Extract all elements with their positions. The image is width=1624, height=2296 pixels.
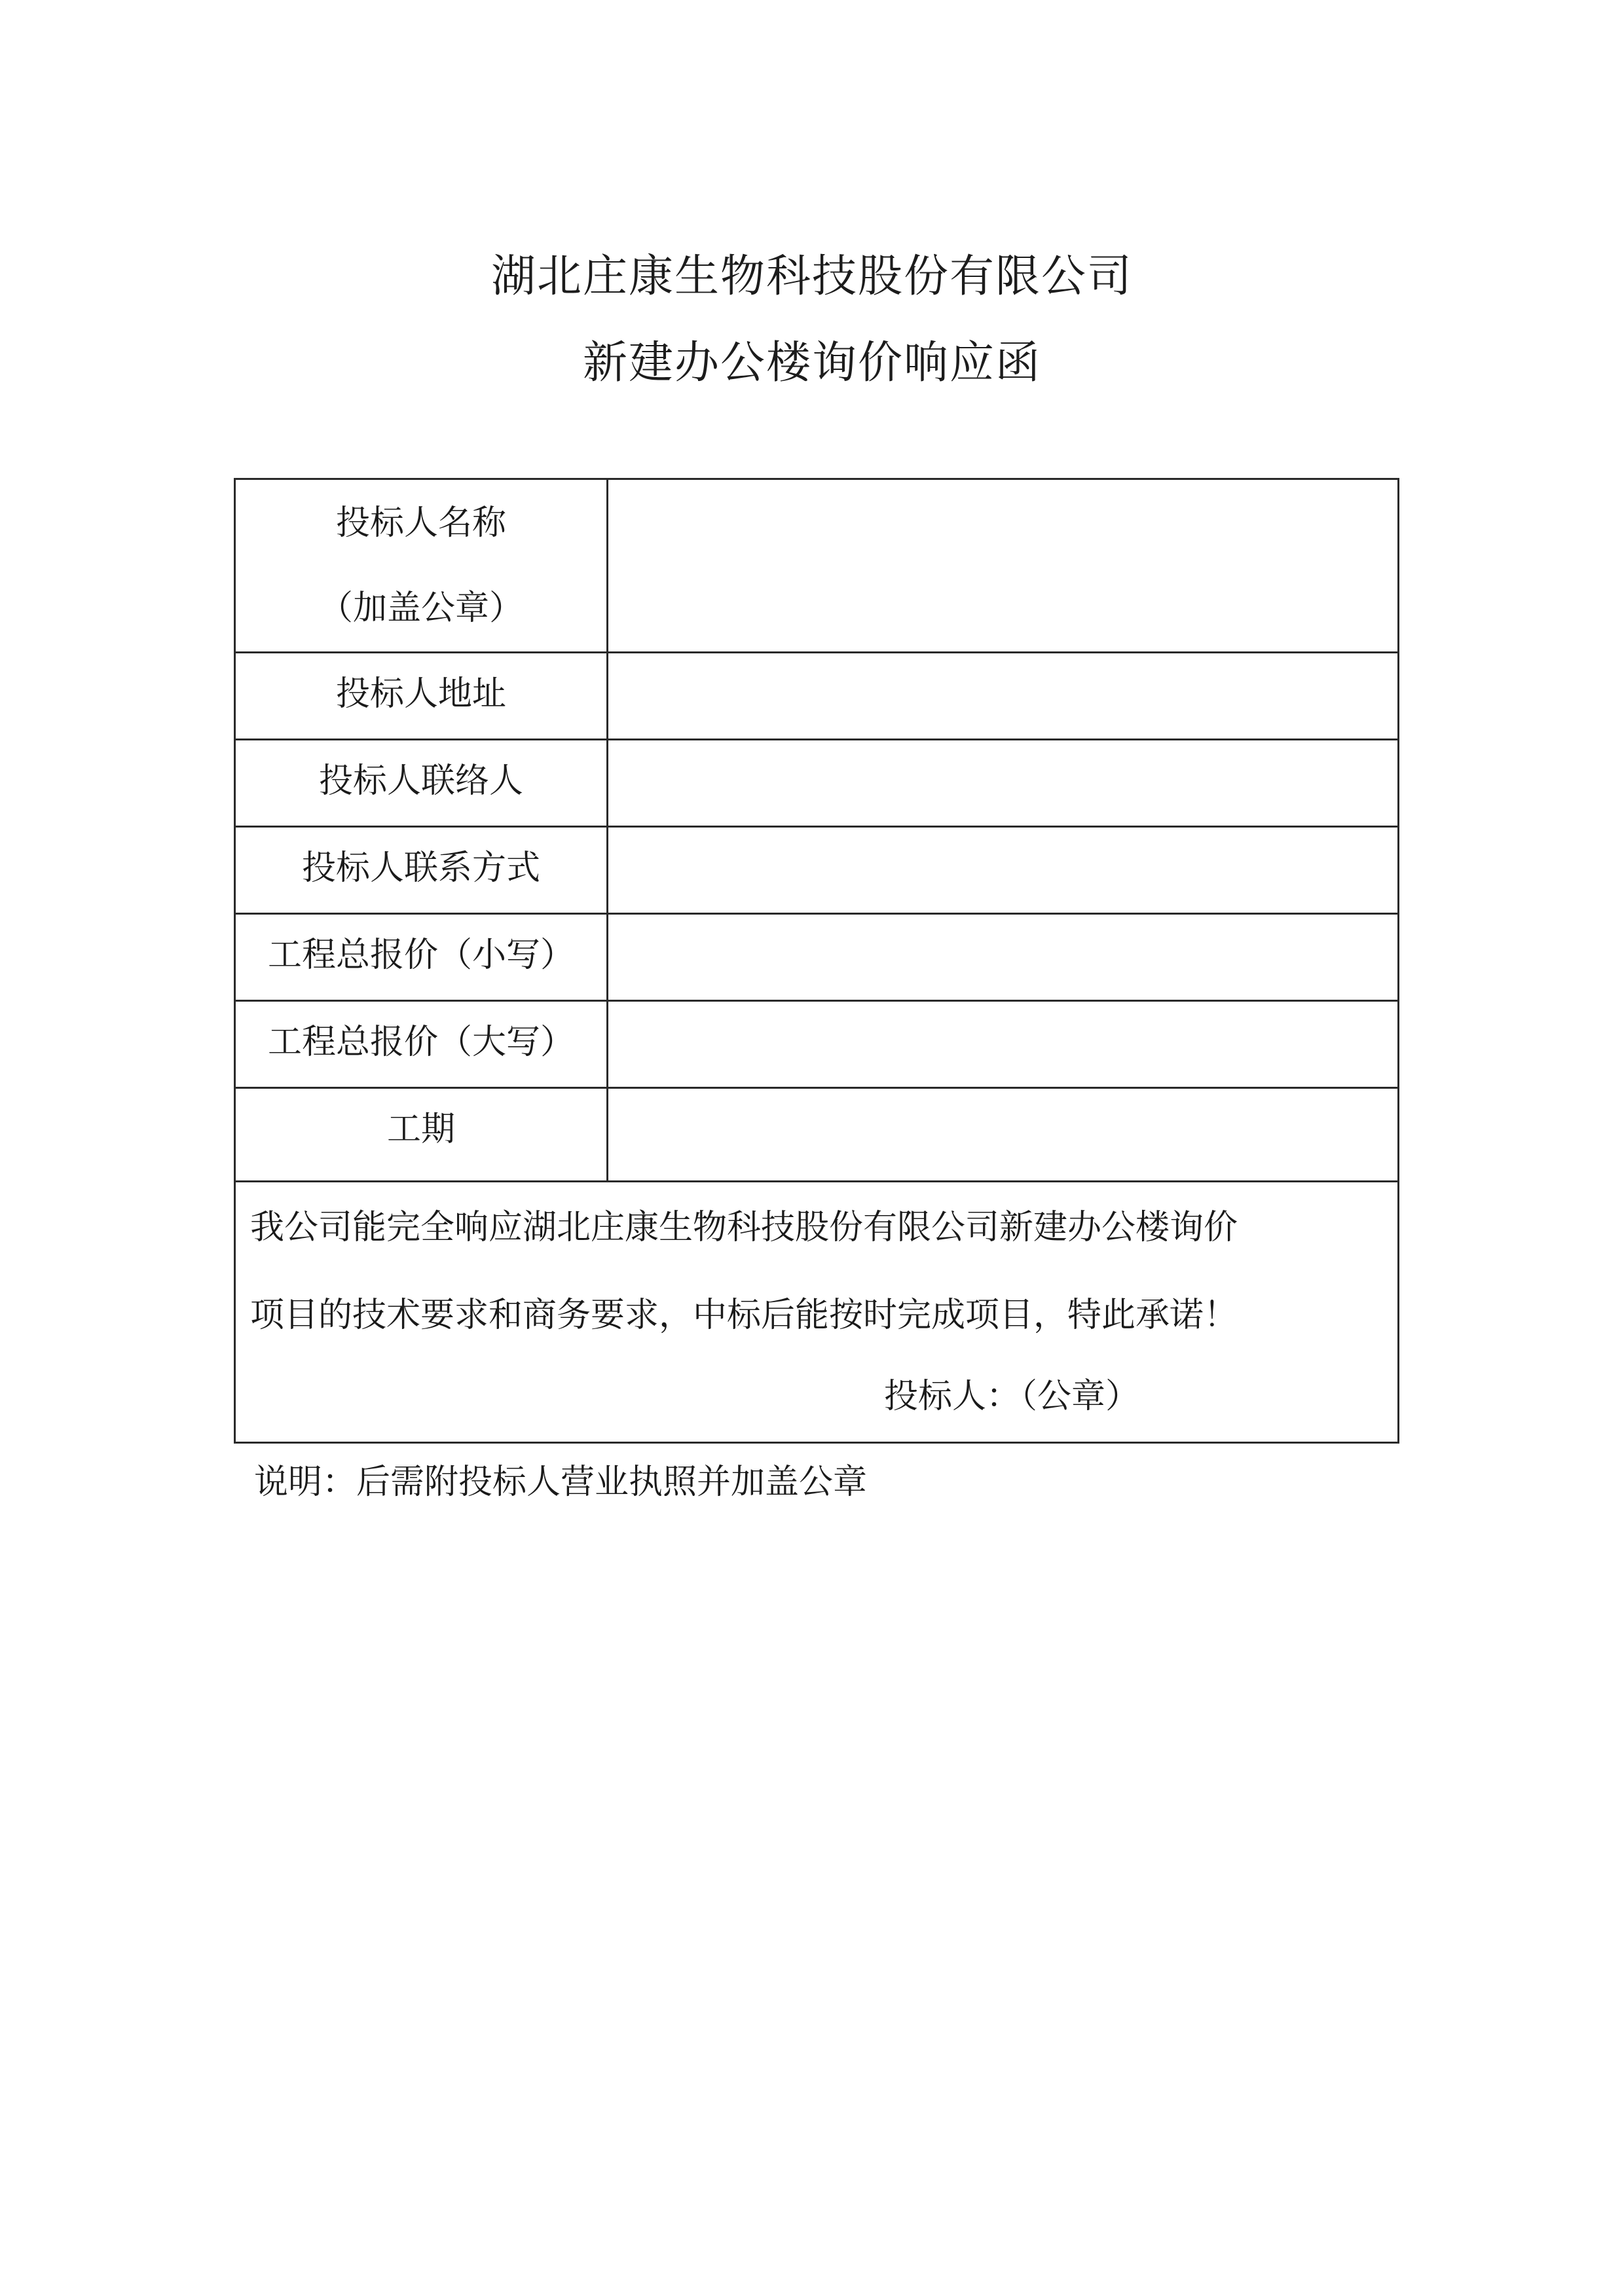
row-divider bbox=[236, 913, 1397, 915]
commitment-statement-line1: 我公司能完全响应湖北庄康生物科技股份有限公司新建办公楼询价 bbox=[250, 1208, 1238, 1247]
construction-period-label: 工期 bbox=[386, 1110, 455, 1149]
attachment-note: 说明：后需附投标人营业执照并加盖公章 bbox=[254, 1463, 868, 1502]
bidder-name-seal-label: （加盖公章） bbox=[318, 589, 523, 628]
row-divider bbox=[236, 1087, 1397, 1089]
total-price-numeric-field[interactable] bbox=[609, 928, 1397, 1000]
total-price-numeric-label: 工程总报价（小写） bbox=[267, 936, 574, 975]
bidder-contact-field[interactable] bbox=[609, 755, 1397, 827]
row-divider bbox=[236, 1000, 1397, 1002]
bidder-seal-signature: 投标人：（公章） bbox=[884, 1377, 1140, 1416]
column-divider bbox=[606, 480, 608, 1180]
construction-period-field[interactable] bbox=[609, 1102, 1397, 1175]
bidder-name-label: 投标人名称 bbox=[335, 503, 506, 543]
bidder-address-label: 投标人地址 bbox=[335, 674, 506, 714]
total-price-capital-field[interactable] bbox=[609, 1015, 1397, 1087]
document-title-line1: 湖北庄康生物科技股份有限公司 bbox=[490, 251, 1133, 302]
response-form-table bbox=[234, 478, 1399, 1444]
total-price-capital-label: 工程总报价（大写） bbox=[267, 1023, 574, 1062]
bidder-phone-label: 投标人联系方式 bbox=[301, 848, 540, 888]
commitment-statement-line2: 项目的技术要求和商务要求，中标后能按时完成项目，特此承诺！ bbox=[250, 1296, 1238, 1335]
document-title-line2: 新建办公楼询价响应函 bbox=[582, 337, 1041, 389]
row-divider bbox=[236, 651, 1397, 653]
row-divider bbox=[236, 1180, 1397, 1182]
bidder-name-field[interactable] bbox=[609, 493, 1397, 640]
bidder-address-field[interactable] bbox=[609, 670, 1397, 742]
bidder-phone-field[interactable] bbox=[609, 841, 1397, 913]
bidder-contact-label: 投标人联络人 bbox=[318, 761, 523, 801]
row-divider bbox=[236, 738, 1397, 740]
row-divider bbox=[236, 826, 1397, 828]
